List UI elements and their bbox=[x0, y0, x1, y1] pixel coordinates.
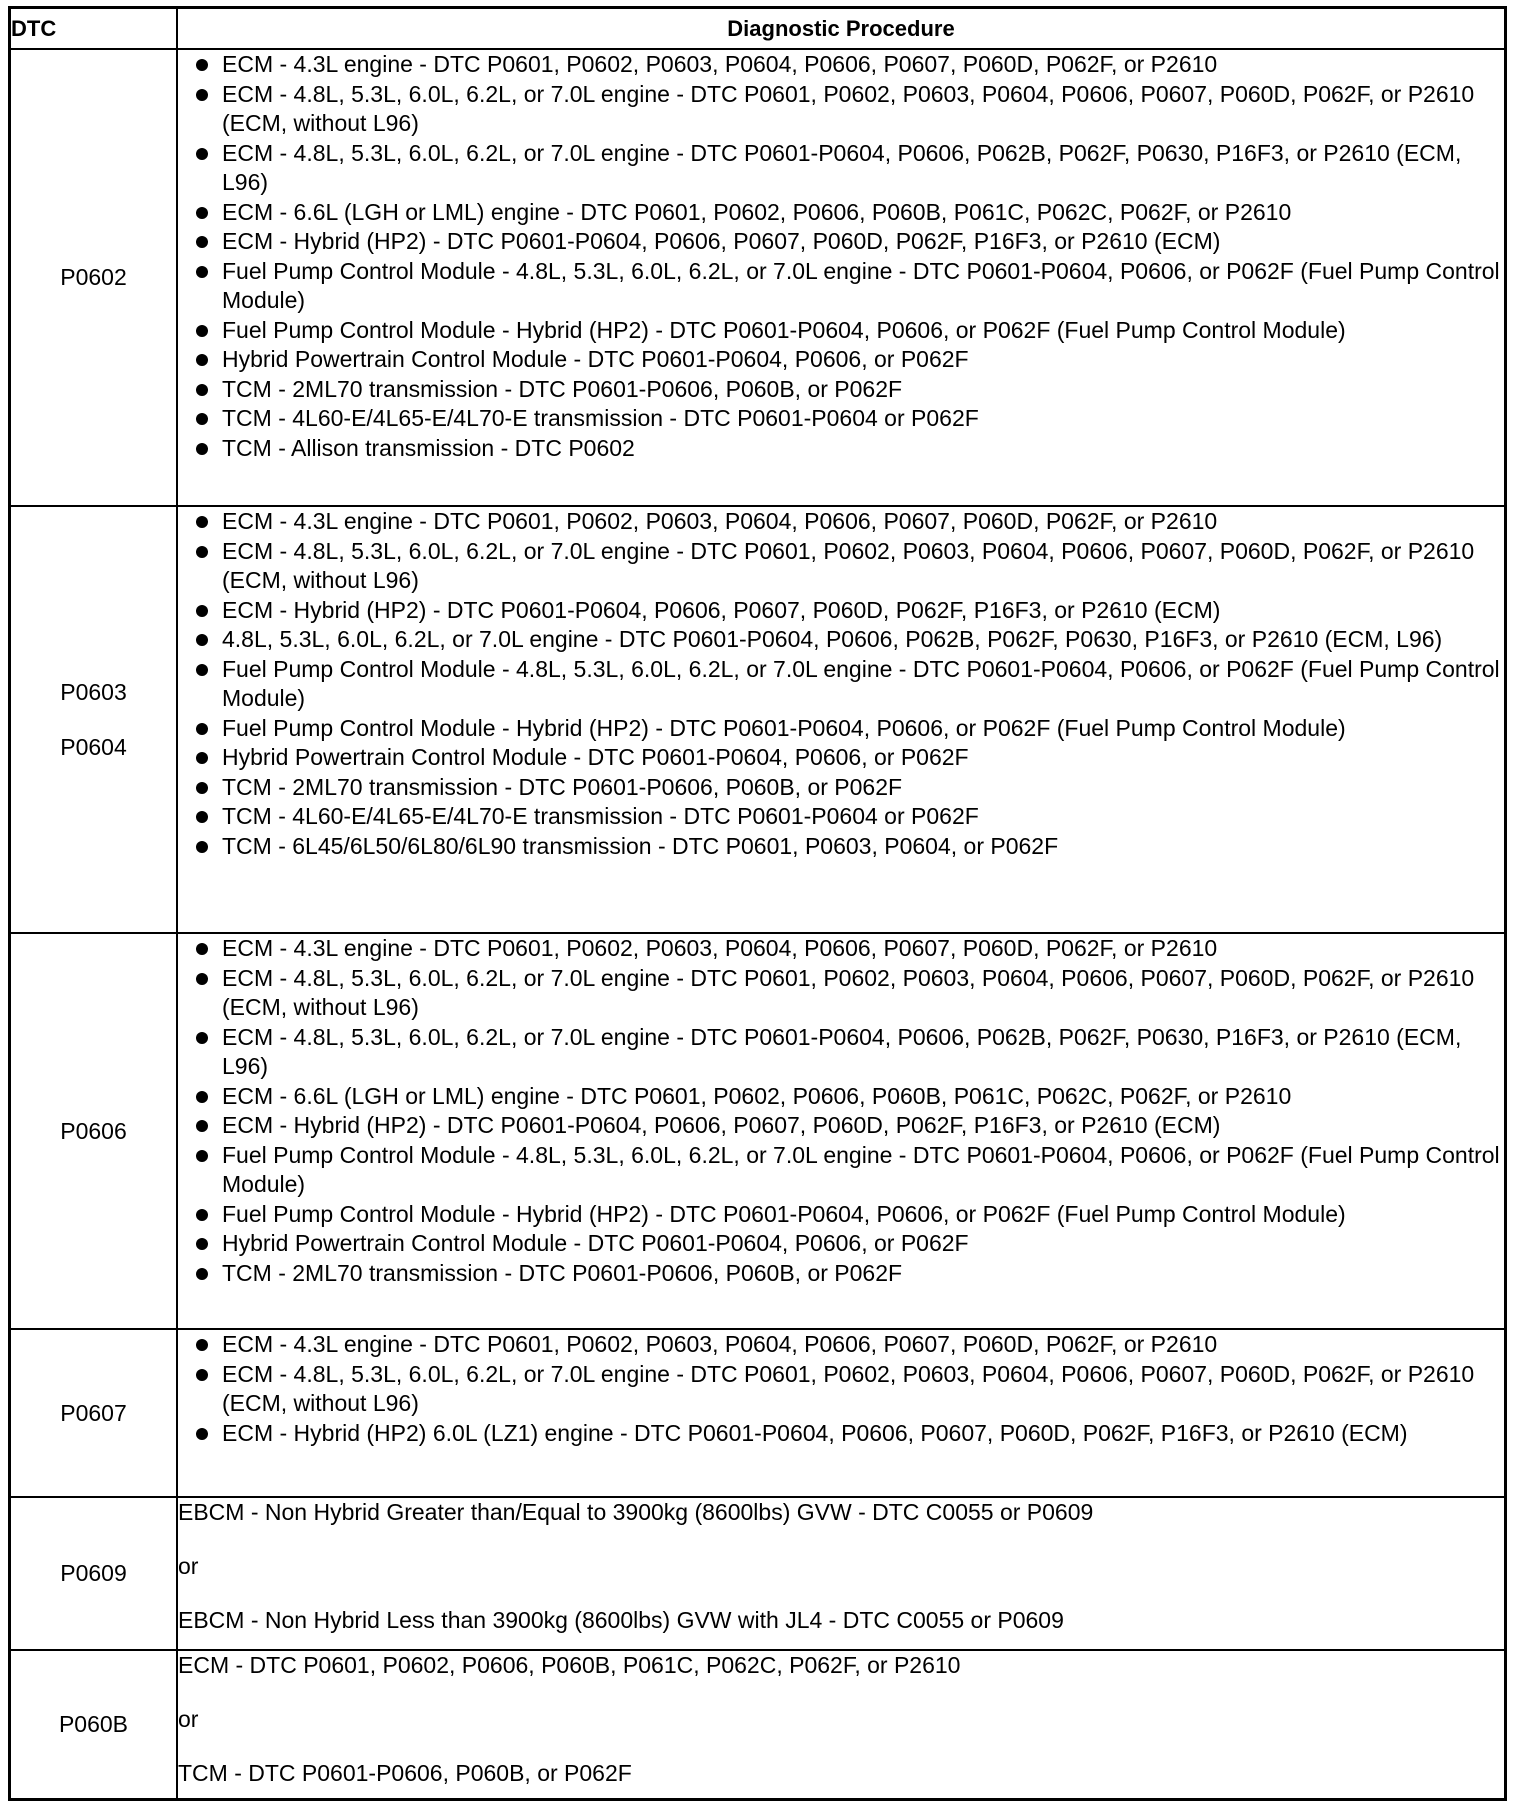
header-procedure: Diagnostic Procedure bbox=[177, 9, 1504, 49]
table-row bbox=[11, 1329, 1504, 1497]
list-item: ECM - 6.6L (LGH or LML) engine - DTC P0601, P0602, P0606, P060B, P061C, P062C, P062F, or P2610 bbox=[178, 198, 1504, 228]
procedure-list bbox=[178, 934, 1504, 1288]
list-item: ECM - 4.8L, 5.3L, 6.0L, 6.2L, or 7.0L engine - DTC P0601-P0604, P0606, P062B, P062F, P0630, P16F3, or P2610 (ECM, L96) bbox=[178, 1023, 1504, 1082]
list-item: ECM - 4.3L engine - DTC P0601, P0602, P0603, P0604, P0606, P0607, P060D, P062F, or P2610 bbox=[178, 50, 1504, 80]
list-item: Fuel Pump Control Module - Hybrid (HP2) - DTC P0601-P0604, P0606, or P062F (Fuel Pump Control Module) bbox=[178, 316, 1504, 346]
dtc-code: P0609 bbox=[60, 1560, 127, 1586]
procedure-cell bbox=[177, 506, 1504, 933]
dtc-procedure-table bbox=[11, 9, 1504, 1798]
list-item: ECM - 4.8L, 5.3L, 6.0L, 6.2L, or 7.0L engine - DTC P0601-P0604, P0606, P062B, P062F, P0630, P16F3, or P2610 (ECM, L96) bbox=[178, 139, 1504, 198]
list-item: Hybrid Powertrain Control Module - DTC P0601-P0604, P0606, or P062F bbox=[178, 345, 1504, 375]
dtc-code-cell bbox=[11, 1497, 177, 1650]
list-item: Fuel Pump Control Module - 4.8L, 5.3L, 6.0L, 6.2L, or 7.0L engine - DTC P0601-P0604, P0606, or P062F (Fuel Pump Control Module) bbox=[178, 257, 1504, 316]
list-item: ECM - Hybrid (HP2) - DTC P0601-P0604, P0606, P0607, P060D, P062F, P16F3, or P2610 (ECM) bbox=[178, 1111, 1504, 1141]
procedure-paragraph: TCM - DTC P0601-P0606, P060B, or P062F bbox=[178, 1760, 632, 1786]
list-item: TCM - Allison transmission - DTC P0602 bbox=[178, 434, 1504, 464]
list-item: TCM - 6L45/6L50/6L80/6L90 transmission - DTC P0601, P0603, P0604, or P062F bbox=[178, 832, 1504, 862]
header-dtc: DTC bbox=[11, 9, 177, 49]
list-item: ECM - 4.3L engine - DTC P0601, P0602, P0603, P0604, P0606, P0607, P060D, P062F, or P2610 bbox=[178, 1330, 1504, 1360]
list-item: 4.8L, 5.3L, 6.0L, 6.2L, or 7.0L engine - DTC P0601-P0604, P0606, P062B, P062F, P0630, P16F3, or P2610 (ECM, L96) bbox=[178, 625, 1504, 655]
dtc-code: P0602 bbox=[60, 264, 127, 290]
procedure-cell bbox=[177, 1650, 1504, 1798]
procedure-list bbox=[178, 50, 1504, 463]
table-row bbox=[11, 933, 1504, 1329]
list-item: Fuel Pump Control Module - Hybrid (HP2) - DTC P0601-P0604, P0606, or P062F (Fuel Pump Control Module) bbox=[178, 714, 1504, 744]
dtc-code: P0606 bbox=[60, 1117, 127, 1144]
dtc-table-frame bbox=[8, 6, 1507, 1801]
list-item: ECM - Hybrid (HP2) - DTC P0601-P0604, P0606, P0607, P060D, P062F, P16F3, or P2610 (ECM) bbox=[178, 596, 1504, 626]
header-row bbox=[11, 9, 1504, 49]
list-item: ECM - 4.8L, 5.3L, 6.0L, 6.2L, or 7.0L engine - DTC P0601, P0602, P0603, P0604, P0606, P0607, P060D, P062F, or P2610 (ECM, without L96) bbox=[178, 537, 1504, 596]
table-row bbox=[11, 49, 1504, 506]
procedure-paragraph: ECM - DTC P0601, P0602, P0606, P060B, P061C, P062C, P062F, or P2610 bbox=[178, 1652, 961, 1678]
procedure-list bbox=[178, 507, 1504, 861]
procedure-or: or bbox=[178, 1553, 199, 1579]
list-item: Fuel Pump Control Module - 4.8L, 5.3L, 6.0L, 6.2L, or 7.0L engine - DTC P0601-P0604, P0606, or P062F (Fuel Pump Control Module) bbox=[178, 1141, 1504, 1200]
table-row bbox=[11, 1497, 1504, 1650]
list-item: ECM - 6.6L (LGH or LML) engine - DTC P0601, P0602, P0606, P060B, P061C, P062C, P062F, or P2610 bbox=[178, 1082, 1504, 1112]
dtc-code-cell bbox=[11, 506, 177, 933]
table-row bbox=[11, 1650, 1504, 1798]
list-item: ECM - 4.8L, 5.3L, 6.0L, 6.2L, or 7.0L engine - DTC P0601, P0602, P0603, P0604, P0606, P0607, P060D, P062F, or P2610 (ECM, without L96) bbox=[178, 1360, 1504, 1419]
list-item: ECM - 4.3L engine - DTC P0601, P0602, P0603, P0604, P0606, P0607, P060D, P062F, or P2610 bbox=[178, 507, 1504, 537]
list-item: Fuel Pump Control Module - 4.8L, 5.3L, 6.0L, 6.2L, or 7.0L engine - DTC P0601-P0604, P0606, or P062F (Fuel Pump Control Module) bbox=[178, 655, 1504, 714]
list-item: Hybrid Powertrain Control Module - DTC P0601-P0604, P0606, or P062F bbox=[178, 743, 1504, 773]
dtc-code: P0604 bbox=[60, 733, 127, 760]
list-item: ECM - Hybrid (HP2) - DTC P0601-P0604, P0606, P0607, P060D, P062F, P16F3, or P2610 (ECM) bbox=[178, 227, 1504, 257]
list-item: ECM - 4.8L, 5.3L, 6.0L, 6.2L, or 7.0L engine - DTC P0601, P0602, P0603, P0604, P0606, P0607, P060D, P062F, or P2610 (ECM, without L96) bbox=[178, 964, 1504, 1023]
procedure-cell bbox=[177, 49, 1504, 506]
dtc-code: P0603 bbox=[60, 678, 127, 705]
list-item: ECM - Hybrid (HP2) 6.0L (LZ1) engine - DTC P0601-P0604, P0606, P0607, P060D, P062F, P16F3, or P2610 (ECM) bbox=[178, 1419, 1504, 1449]
dtc-code: P060B bbox=[58, 1711, 129, 1737]
dtc-code-cell bbox=[11, 49, 177, 506]
table-row bbox=[11, 506, 1504, 933]
procedure-paragraph: EBCM - Non Hybrid Greater than/Equal to 3900kg (8600lbs) GVW - DTC C0055 or P0609 bbox=[178, 1499, 1094, 1525]
list-item: TCM - 2ML70 transmission - DTC P0601-P0606, P060B, or P062F bbox=[178, 375, 1504, 405]
dtc-code-cell bbox=[11, 1329, 177, 1497]
list-item: Fuel Pump Control Module - Hybrid (HP2) - DTC P0601-P0604, P0606, or P062F (Fuel Pump Control Module) bbox=[178, 1200, 1504, 1230]
procedure-or: or bbox=[178, 1706, 199, 1732]
procedure-list bbox=[178, 1330, 1504, 1448]
list-item: TCM - 2ML70 transmission - DTC P0601-P0606, P060B, or P062F bbox=[178, 773, 1504, 803]
list-item: TCM - 4L60-E/4L65-E/4L70-E transmission - DTC P0601-P0604 or P062F bbox=[178, 802, 1504, 832]
dtc-code-cell bbox=[11, 1650, 177, 1798]
procedure-cell bbox=[177, 1329, 1504, 1497]
dtc-code: P0607 bbox=[60, 1399, 127, 1426]
list-item: Hybrid Powertrain Control Module - DTC P0601-P0604, P0606, or P062F bbox=[178, 1229, 1504, 1259]
list-item: TCM - 4L60-E/4L65-E/4L70-E transmission - DTC P0601-P0604 or P062F bbox=[178, 404, 1504, 434]
list-item: ECM - 4.8L, 5.3L, 6.0L, 6.2L, or 7.0L engine - DTC P0601, P0602, P0603, P0604, P0606, P0607, P060D, P062F, or P2610 (ECM, without L96) bbox=[178, 80, 1504, 139]
procedure-cell bbox=[177, 1497, 1504, 1650]
list-item: ECM - 4.3L engine - DTC P0601, P0602, P0603, P0604, P0606, P0607, P060D, P062F, or P2610 bbox=[178, 934, 1504, 964]
procedure-paragraph: EBCM - Non Hybrid Less than 3900kg (8600lbs) GVW with JL4 - DTC C0055 or P0609 bbox=[178, 1607, 1064, 1633]
dtc-code-cell bbox=[11, 933, 177, 1329]
list-item: TCM - 2ML70 transmission - DTC P0601-P0606, P060B, or P062F bbox=[178, 1259, 1504, 1289]
procedure-cell bbox=[177, 933, 1504, 1329]
